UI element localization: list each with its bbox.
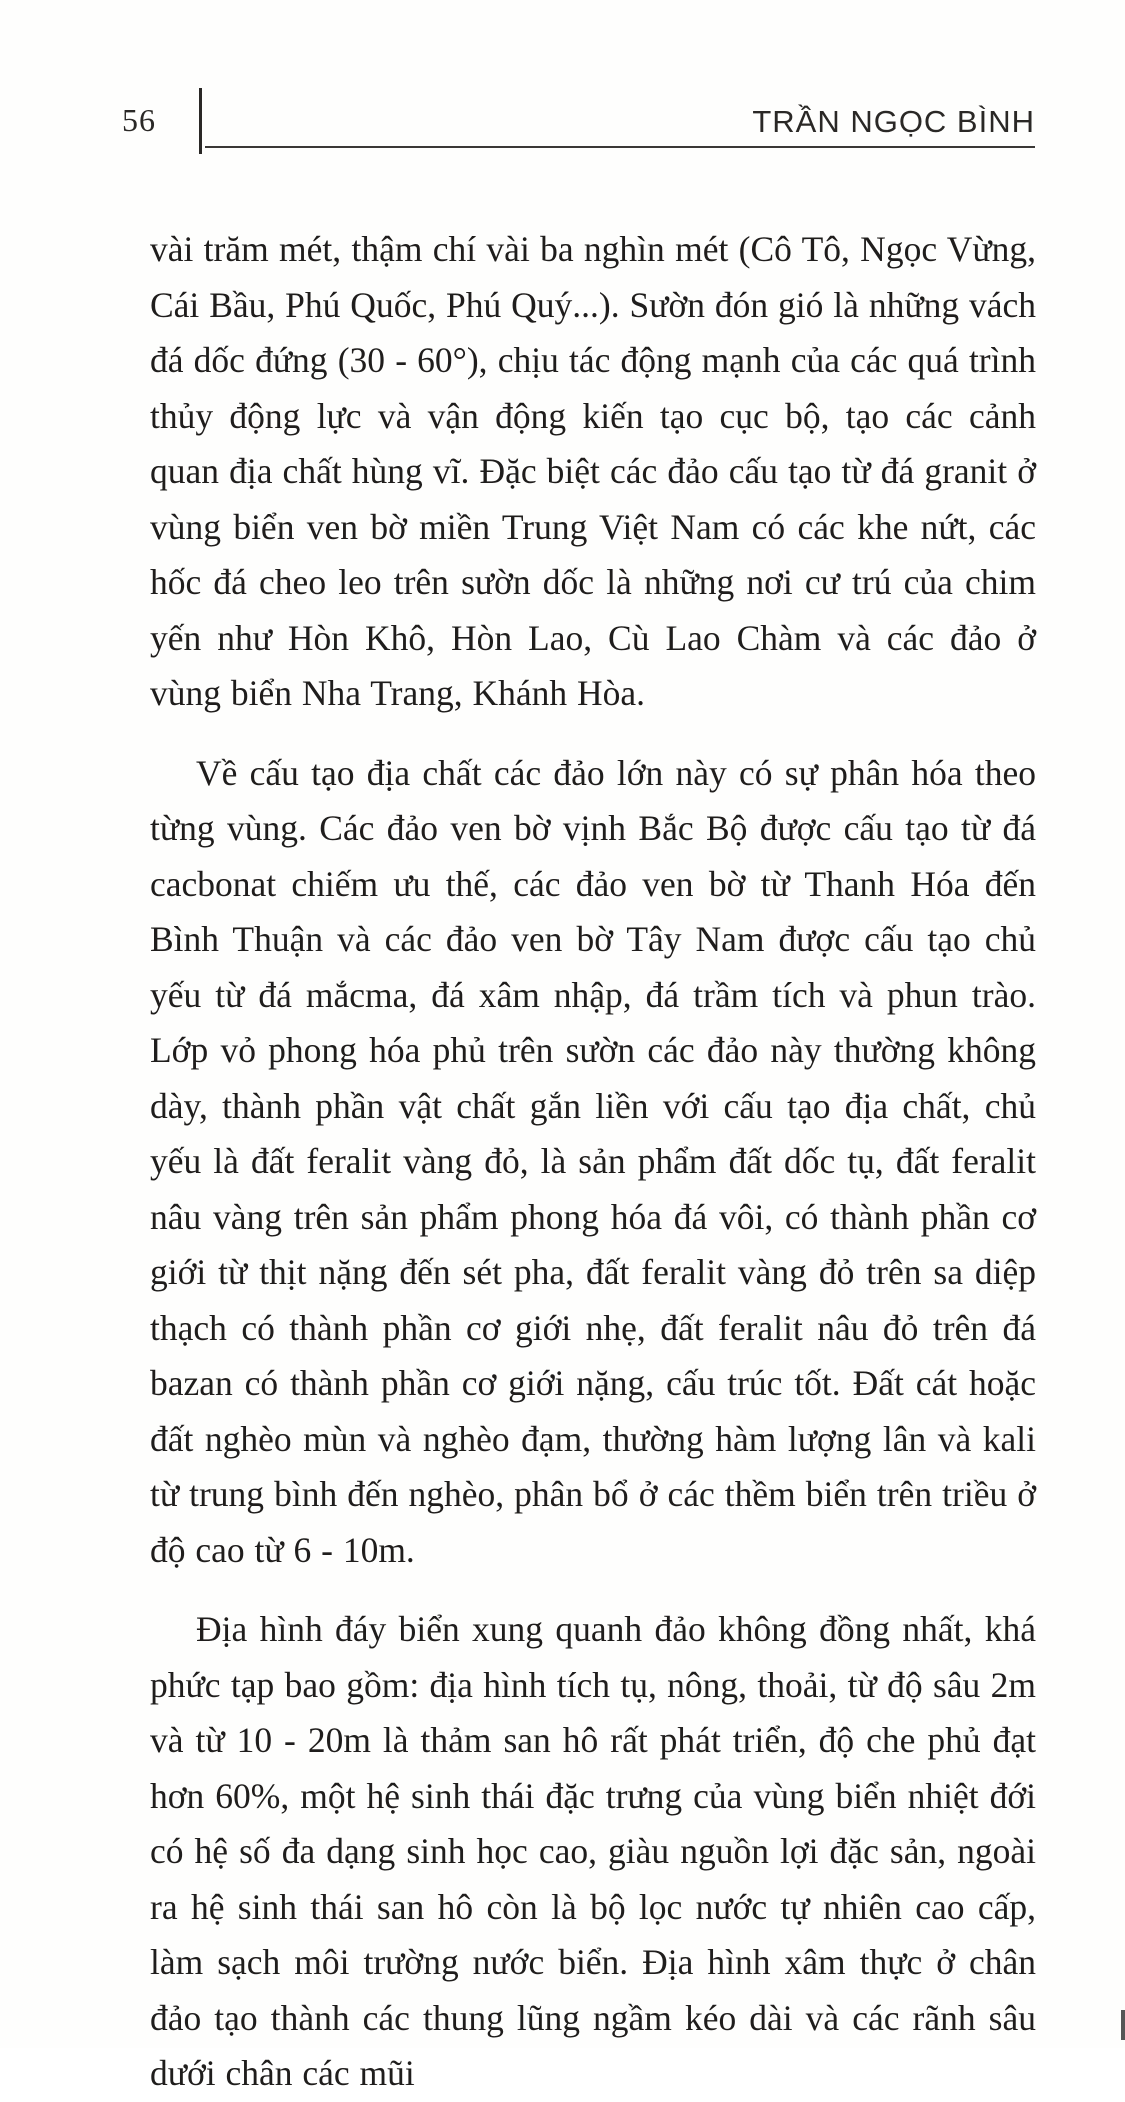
- page-header: [0, 0, 1125, 160]
- paragraph: Về cấu tạo địa chất các đảo lớn này có sự phân hóa theo từng vùng. Các đảo ven bờ vịnh Bắc Bộ được cấu tạo từ đá cacbonat chiếm ưu thế, các đảo ven bờ từ Thanh Hóa đến Bình Thuận và các đảo ven bờ Tây Nam được cấu tạo chủ yếu từ đá mắcma, đá xâm nhập, đá trầm tích và phun trào. Lớp vỏ phong hóa phủ trên sườn các đảo này thường không dày, thành phần vật chất gắn liền với cấu tạo địa chất, chủ yếu là đất feralit vàng đỏ, là sản phẩm đất dốc tụ, đất feralit nâu vàng trên sản phẩm phong hóa đá vôi, có thành phần cơ giới từ thịt nặng đến sét pha, đất feralit vàng đỏ trên sa diệp thạch có thành phần cơ giới nhẹ, đất feralit nâu đỏ trên đá bazan có thành phần cơ giới nặng, cấu trúc tốt. Đất cát hoặc đất nghèo mùn và nghèo đạm, thường hàm lượng lân và kali từ trung bình đến nghèo, phân bổ ở các thềm biển trên triều ở độ cao từ 6 - 10m.: [150, 752, 1036, 1570]
- running-head-author: TRẦN NGỌC BÌNH: [752, 104, 1035, 139]
- header-divider: [199, 88, 202, 154]
- body-text: [150, 222, 1036, 2102]
- page-number: 56: [122, 102, 156, 138]
- paragraph: vài trăm mét, thậm chí vài ba nghìn mét (Cô Tô, Ngọc Vừng, Cái Bầu, Phú Quốc, Phú Quý...). Sườn đón gió là những vách đá dốc đứng (30 - 60°), chịu tác động mạnh của các quá trình thủy động lực và vận động kiến tạo cục bộ, tạo các cảnh quan địa chất hùng vĩ. Đặc biệt các đảo cấu tạo từ đá granit ở vùng biển ven bờ miền Trung Việt Nam có các khe nứt, các hốc đá cheo leo trên sườn dốc là những nơi cư trú của chim yến như Hòn Khô, Hòn Lao, Cù Lao Chàm và các đảo ở vùng biển Nha Trang, Khánh Hòa.: [150, 229, 1036, 713]
- paragraph: Địa hình đáy biển xung quanh đảo không đồng nhất, khá phức tạp bao gồm: địa hình tích tụ, nông, thoải, từ độ sâu 2m và từ 10 - 20m là thảm san hô rất phát triển, độ che phủ đạt hơn 60%, một hệ sinh thái đặc trưng của vùng biển nhiệt đới có hệ số đa dạng sinh học cao, giàu nguồn lợi đặc sản, ngoài ra hệ sinh thái san hô còn là bộ lọc nước tự nhiên cao cấp, làm sạch môi trường nước biển. Địa hình xâm thực ở chân đảo tạo thành các thung lũng ngầm kéo dài và các rãnh sâu dưới chân các mũi: [150, 1609, 1036, 2093]
- page-edge-mark: [1121, 2010, 1125, 2040]
- header-rule: [205, 146, 1035, 148]
